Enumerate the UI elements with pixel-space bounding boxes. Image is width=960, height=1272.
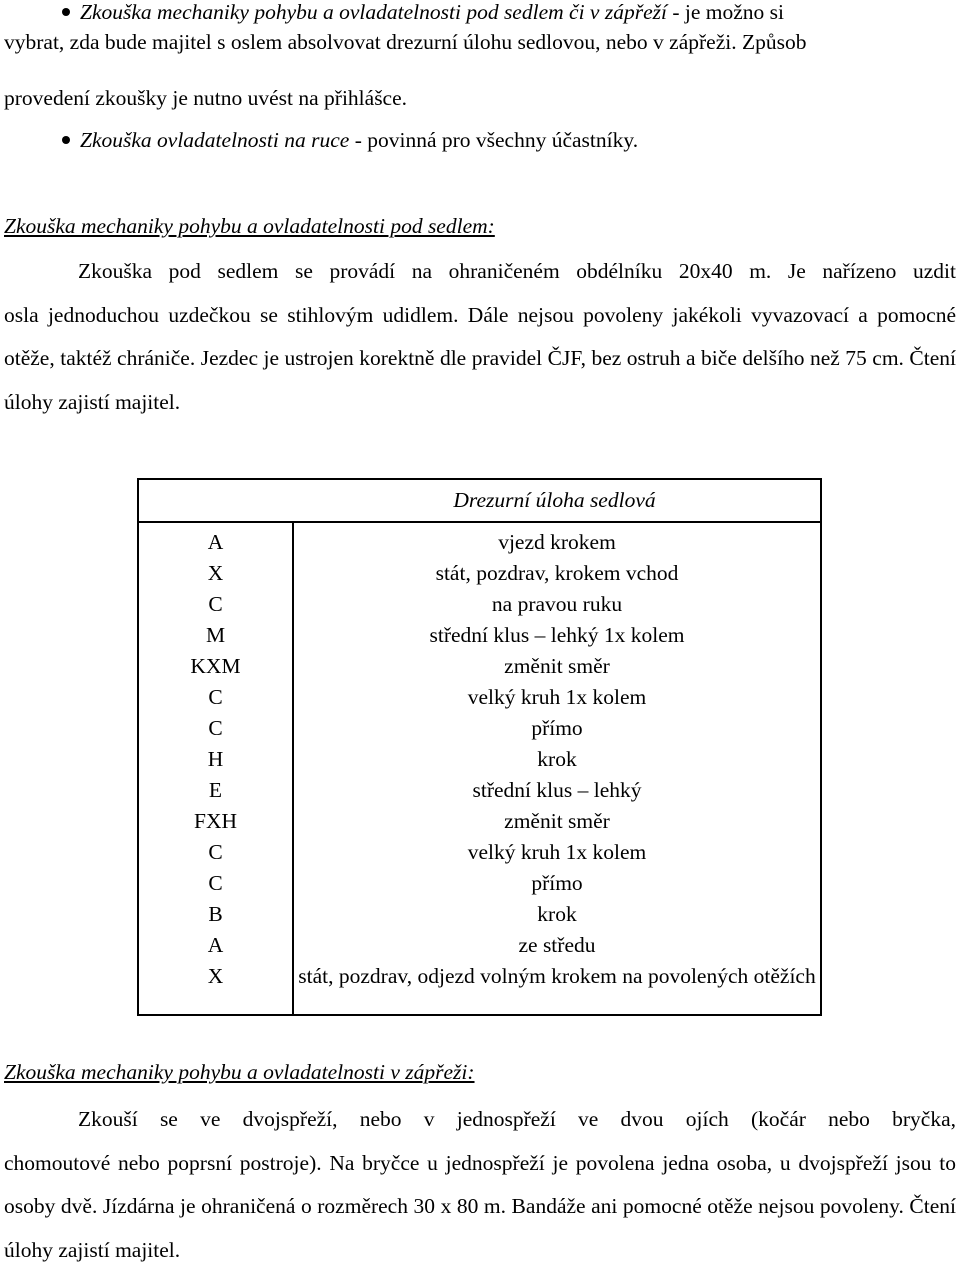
row-description: velký kruh 1x kolem [467,685,647,709]
row-code: C [208,716,223,740]
row-code: KXM [190,654,241,678]
table-row [139,868,820,899]
table-row [139,620,820,651]
bullet-dot-icon [62,136,70,144]
dressage-table [137,478,822,1016]
bullet-item-saddle-harness [4,0,784,25]
paragraph-first-line: Zkouší se ve dvojspřeží, nebo v jednospřeží ve dvou ojích (kočár nebo bryčka, [78,1107,956,1131]
table-row [139,930,820,961]
table-row [139,837,820,868]
table-row [139,651,820,682]
table-row [139,713,820,744]
row-code: C [208,685,223,709]
row-description: krok [537,747,577,771]
row-description: střední klus – lehký [472,778,642,802]
table-row [139,961,820,992]
bullet-item-text: - povinná pro všechny účastníky. [349,128,639,152]
row-description: přímo [531,871,583,895]
row-description: vjezd krokem [498,530,616,554]
row-description: stát, pozdrav, krokem vchod [435,561,679,585]
table-row [139,682,820,713]
row-code: H [207,747,224,771]
row-code: C [208,592,223,616]
row-code: M [205,623,226,647]
section-paragraph-harness [4,1098,956,1272]
row-code: C [208,840,223,864]
row-description: ze středu [518,933,596,957]
row-description: krok [537,902,577,926]
bullet-dot-icon [62,8,70,16]
section-heading-saddle: Zkouška mechaniky pohybu a ovladatelnosti pod sedlem: [4,214,495,238]
table-row [139,527,820,558]
row-code: FXH [193,809,237,833]
table-row [139,775,820,806]
row-code: E [208,778,223,802]
section-paragraph-saddle [4,250,956,424]
row-description: velký kruh 1x kolem [467,840,647,864]
bullet-item-title: Zkouška mechaniky pohybu a ovladatelnosti pod sedlem či v zápřeží [80,0,667,24]
row-code: X [207,964,224,988]
row-description: na pravou ruku [491,592,623,616]
row-description: změnit směr [504,654,610,678]
row-code: A [207,933,224,957]
paragraph-text: chomoutové nebo poprsní postroje). Na bryčce u jednospřeží je povolena jedna osoba, u dvojspřeží jsou to osoby dvě. Jízdárna je ohraničená o rozměrech 30 x 80 m. Bandáže ani pomocné otěže nejsou povoleny. Čtení úlohy zajistí majitel. [4,1150,956,1262]
table-title: Drezurní úloha sedlová [139,480,820,523]
table-row [139,806,820,837]
table-row [139,744,820,775]
table-row [139,558,820,589]
row-code: X [207,561,224,585]
row-description: stát, pozdrav, odjezd volným krokem na povolených otěžích [298,964,816,988]
table-row [139,899,820,930]
row-code: C [208,871,223,895]
bullet-item-hand [4,128,638,153]
bullet-item-continuation: provedení zkoušky je nutno uvést na přihlášce. [4,86,408,110]
bullet-item-continuation: vybrat, zda bude majitel s oslem absolvovat drezurní úlohu sedlovou, nebo v zápřeži. Způsob [4,30,807,54]
table-body [139,527,820,992]
section-heading-harness: Zkouška mechaniky pohybu a ovladatelnosti v zápřeži: [4,1060,475,1084]
table-row [139,589,820,620]
row-description: střední klus – lehký 1x kolem [429,623,685,647]
paragraph-text: osla jednoduchou uzdečkou se stihlovým udidlem. Dále nejsou povoleny jakékoli vyvazovací a pomocné otěže, taktéž chrániče. Jezdec je ustrojen korektně dle pravidel ČJF, bez ostruh a biče delšího než 75 cm. Čtení úlohy zajistí majitel. [4,302,956,414]
row-description: přímo [531,716,583,740]
paragraph-first-line: Zkouška pod sedlem se provádí na ohraničeném obdélníku 20x40 m. Je nařízeno uzdit [78,259,956,283]
row-code: A [207,530,224,554]
bullet-item-title: Zkouška ovladatelnosti na ruce [80,128,350,152]
row-description: změnit směr [504,809,610,833]
row-code: B [208,902,223,926]
bullet-item-text: - je možno si [666,0,784,24]
